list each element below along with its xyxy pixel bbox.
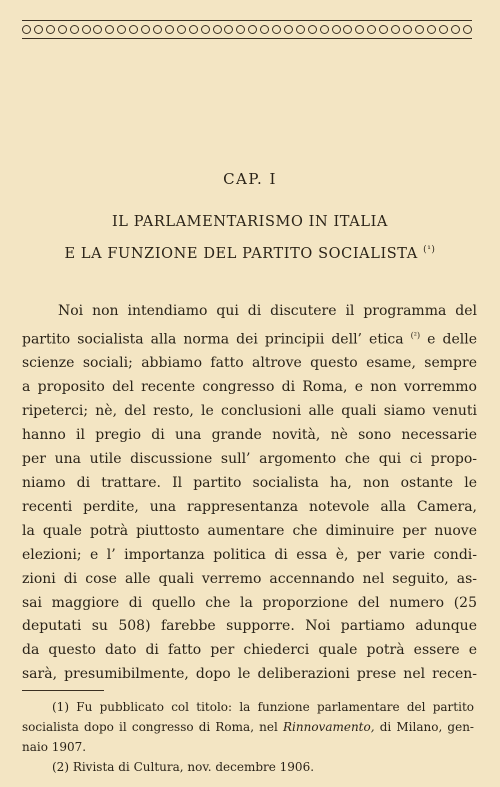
ornament-ring [403,25,412,34]
ornament-ring [22,25,31,34]
title-footnote-ref: (¹) [423,245,436,255]
ornament-rule-top [22,20,472,21]
ornament-ring [105,25,114,34]
ornament-ring [272,25,281,34]
body-line: sarà, presumibilmente, dopo le deliberazioni prese nel recen- [22,666,477,683]
ornament-ring [129,25,138,34]
body-line-tail: e delle [427,331,477,348]
footnote-1-text: socialista dopo il congresso di Roma, nel [22,720,278,734]
ornament-ring [260,25,269,34]
ornament-ring [355,25,364,34]
ornament-ring [177,25,186,34]
ornament-ring [165,25,174,34]
body-line: elezioni; e l’ importanza politica di essa è, per varie condi- [22,546,477,563]
ornament-ring [236,25,245,34]
footnote-1-journal: Rinnovamento, [282,720,375,734]
title-line-2 [0,245,500,262]
ornament-ring [153,25,162,34]
ornament-ring [213,25,222,34]
body-line: scienze sociali; abbiamo fatto altrove questo esame, sempre [22,355,477,372]
body-line: zioni di cose alle quali verremo accennando nel seguito, as- [22,570,477,587]
footnote-1-text-tail: di Milano, gen- [379,720,474,734]
body-line: Noi non intendiamo qui di discutere il programma del [58,303,477,319]
footnote-1-line-3: naio 1907. [22,740,87,754]
ornament-ring [201,25,210,34]
ornament-ring [93,25,102,34]
footnotes [22,697,474,777]
ornament-ring [248,25,257,34]
footnote-1-line-1: (1) Fu pubblicato col titolo: la funzione parlamentare del partito [52,700,474,714]
ornament-ring [379,25,388,34]
title-line-1: IL PARLAMENTARISMO IN ITALIA [111,214,388,230]
ornament-ring [332,25,341,34]
ornament-ring [46,25,55,34]
chapter-heading: CAP. I [223,170,277,188]
ornament-ring [451,25,460,34]
ornament-ring [34,25,43,34]
ornament-ring [189,25,198,34]
ornament-ring [308,25,317,34]
ornament-ring [415,25,424,34]
ornament-ring [367,25,376,34]
body-line: per una utile discussione sull’ argomento che qui ci propo- [22,451,477,468]
ornament-ring [117,25,126,34]
body-line: hanno il pregio di una grande novità, nè sono necessarie [22,427,477,444]
ornament-border [22,22,472,36]
body-line: a proposito del recente congresso di Roma, e non vorremmo [22,379,477,396]
body-footnote-ref: (²) [410,330,421,340]
ornament-ring [427,25,436,34]
body-line: deputati su 508) farebbe supporre. Noi partiamo adunque [22,618,477,635]
ornament-ring [284,25,293,34]
ornament-ring [296,25,305,34]
ornament-ring [70,25,79,34]
body-line: recenti perdite, una rappresentanza notevole alla Camera, [22,498,477,515]
body-line: sai maggiore di quello che la proporzione del numero (25 [22,594,477,611]
body-line-text: partito socialista alla norma dei principii dell’ etica [22,331,404,348]
ornament-ring [463,25,472,34]
title-line-2-text: E LA FUNZIONE DEL PARTITO SOCIALISTA [64,245,418,262]
ornament-ring [439,25,448,34]
footnote-2: (2) Rivista di Cultura, nov. decembre 1906. [52,760,315,774]
ornament-ring [58,25,67,34]
body-line [22,324,477,353]
ornament-ring [343,25,352,34]
ornament-ring [320,25,329,34]
footnote-rule [22,690,104,691]
body-line: niamo di trattare. Il partito socialista ha, non ostante le [22,475,477,491]
ornament-ring [224,25,233,34]
body-line: la quale potrà piuttosto aumentare che diminuire per nuove [22,522,477,539]
ornament-ring [82,25,91,34]
ornament-rule-bottom [22,38,472,39]
footnote-1-line-2 [22,717,474,737]
ornament-ring [141,25,150,34]
body-paragraph [22,300,477,687]
body-line: da questo dato di fatto per chiederci quale potrà essere e [22,642,477,659]
ornament-ring [391,25,400,34]
body-line: ripeterci; nè, del resto, le conclusioni alle quali siamo venuti [22,403,477,420]
